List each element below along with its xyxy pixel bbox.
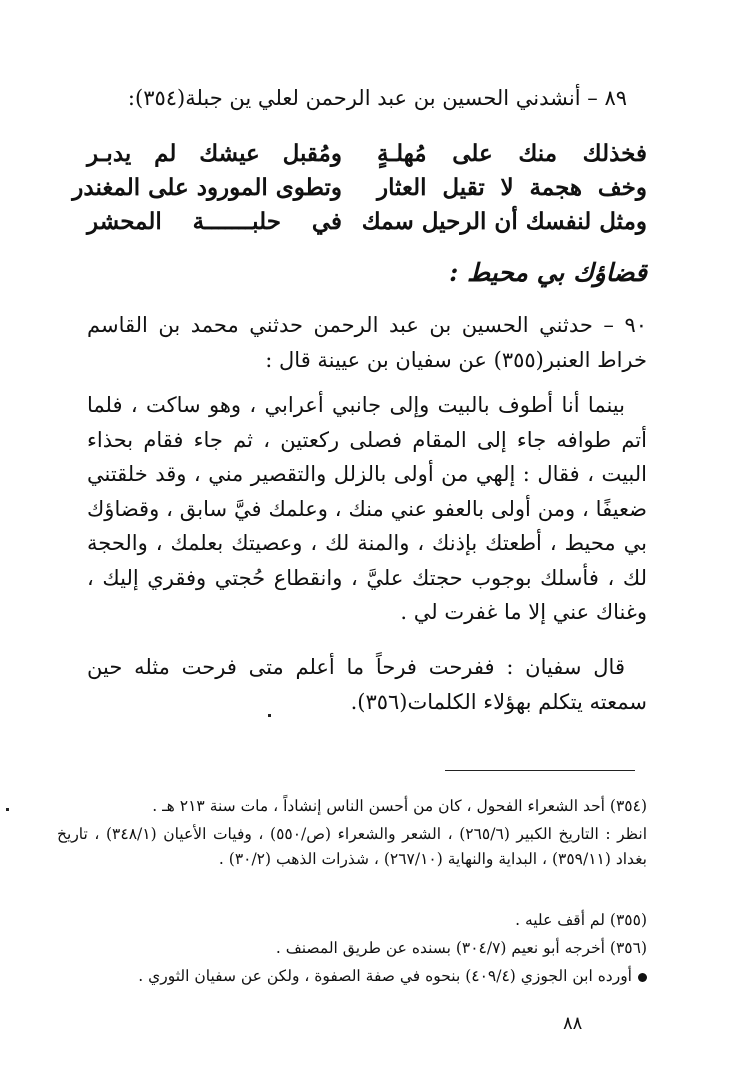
poem-intro-line: ٨٩ – أنشدني الحسين بن عبد الرحمن لعلي ين جبلة(٣٥٤): xyxy=(127,86,627,110)
footnote-354-references: انظر : التاريخ الكبير (٢٦٥/٦) ، الشعر والشعراء (ص/٥٥٠) ، وفيات الأعيان (٣٤٨/١) ، تاريخ بغداد (٣٥٩/١١) ، البداية والنهاية (٢٦٧/١٠) ، شذرات الذهب (٣٠/٢) . xyxy=(57,825,648,868)
footnote-354: (٣٥٤) أحد الشعراء الفحول ، كان من أحسن الناس إنشاداً ، مات سنة ٢١٣ هـ . xyxy=(152,797,647,815)
page-number: ٨٨ xyxy=(563,1013,583,1034)
section-heading: قضاؤك بي محيط : xyxy=(449,258,647,287)
stray-mark xyxy=(268,714,271,717)
narration-closing-paragraph: قال سفيان : ففرحت فرحاً ما أعلم متى فرحت مثله حين سمعته يتكلم بهؤلاء الكلمات(٣٥٦). xyxy=(87,655,647,714)
bullet-icon xyxy=(638,973,647,982)
verse-row xyxy=(72,174,647,210)
verse-row xyxy=(87,208,647,244)
footnote-355: (٣٥٥) لم أقف عليه . xyxy=(515,911,647,929)
footnote-356: (٣٥٦) أخرجه أبو نعيم (٣٠٤/٧) بسنده عن طريق المصنف . xyxy=(275,939,647,957)
margin-dot xyxy=(6,808,9,811)
narration-body-paragraph: بينما أنا أطوف بالبيت وإلى جانبي أعرابي ، وهو ساكت ، فلما أتم طوافه جاء إلى المقام فصلى ركعتين ، ثم جاء فقام بحذاء البيت ، فقال : إلهي من أولى بالزلل والتقصير مني ، وقد خلقتني ضعيفًا ، ومن أولى بالعفو عني منك ، وعلمك فيَّ سابق ، وقضاؤك بي محيط ، أطعتك بإذنك ، والمنة لك ، وعصيتك بعلمك ، والحجة لك ، فأسلك بوجوب حجتك عليَّ ، وانقطاع حُجتي وفقري إليك ، وغناك عني إلا ما غفرت لي . xyxy=(87,393,647,624)
verse-second-hemistich: في حلبـــــــة المحشر xyxy=(87,208,342,235)
verse-second-hemistich: ومُقبل عيشك لم يدبـر xyxy=(87,140,342,167)
footnote-bullet-text: أورده ابن الجوزي (٤٠٩/٤) بنحوه في صفة الصفوة ، ولكن عن سفيان الثوري . xyxy=(138,967,632,985)
verse-row xyxy=(87,140,647,176)
narration-intro-paragraph: ٩٠ – حدثني الحسين بن عبد الرحمن حدثني محمد بن القاسم خراط العنبر(٣٥٥) عن سفيان بن عيينة قال : xyxy=(87,313,647,372)
verse-first-hemistich: ومثل لنفسك أن الرحيل سمك xyxy=(361,208,647,235)
footnote-separator xyxy=(445,770,635,771)
footnote-bullet-note xyxy=(57,964,647,989)
verse-first-hemistich: وخف هجمة لا تقيل العثار xyxy=(377,174,647,201)
verse-first-hemistich: فخذلك منك على مُهلـةٍ xyxy=(377,140,647,167)
verse-second-hemistich: وتطوى المورود على المغندر xyxy=(72,174,342,201)
